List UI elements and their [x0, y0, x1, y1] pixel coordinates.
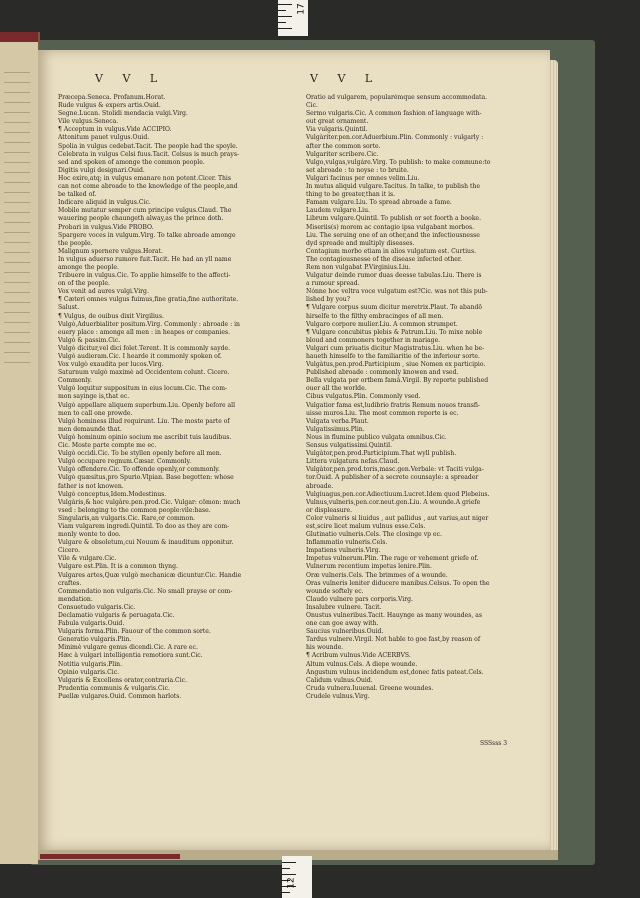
entry-line: Insalubre vulnere. Tacit. [306, 603, 382, 611]
entry-line: can not come abroade to the knowledge of the people,and [58, 183, 238, 191]
entry-line: Sensus vulgatissimi.Quintil. [306, 442, 393, 450]
entry-line: Vulgatissimus.Plin. [306, 425, 365, 433]
entry-line: Vulgò conceptus,Idem.Modestinus. [58, 490, 167, 498]
entry-line: bloud and commoners together in mariage. [306, 336, 441, 344]
entry-line: Vile vulgus.Seneca. [58, 118, 119, 126]
entry-line: the people. [58, 239, 93, 247]
entry-line: men to call one prowde. [58, 409, 133, 417]
entry-line: Vulgò quæsitus,pro Spurio.Vlpian. Base begotten: whose [58, 474, 234, 482]
entry-line: Oratio ad vulgarem, popularémque sensum accommodata. [306, 94, 488, 101]
entry-line: Vulgari cum priuatis dicitur Magistratus.Liu. when he be- [306, 344, 485, 352]
entry-line: Impatiens vulneris.Virg. [306, 547, 381, 555]
entry-line: Vulgò loquitur suppositum in eius locum.Cic. The com- [58, 385, 228, 393]
entry-line: Vulgaris & Excellens orator,contraria.Cic. [58, 676, 188, 684]
entry-line: Vox vulgò exaudita per lucos.Virg. [58, 361, 164, 369]
entry-line: Onustus vulneribus.Tacit. Hauynge as many woundes, as [306, 612, 483, 619]
entry-line: Minimè vulgare genus dicendi.Cic. A rare ec. [58, 644, 198, 652]
entry-line: a rumour spread. [306, 280, 360, 288]
entry-line: Vox venit ad aures vulgi.Virg. [58, 288, 149, 296]
entry-line: amonge the people. [58, 263, 119, 271]
entry-line: Vulnerum recentium impetus lenire.Plin. [306, 563, 432, 571]
entry-line: set abroade : to noyse : to bruite. [306, 166, 409, 174]
entry-line: Vulgò appellare aliquem superbum.Liu. Openly before all [58, 401, 236, 409]
entry-line: Laudem vulgare.Liu. [306, 207, 370, 215]
entry-line: sed and spoken of amonge the common people. [58, 158, 205, 166]
entry-line: Littera vulgatura nefas.Claud. [306, 458, 400, 466]
entry-line: Fabula vulgaris.Ouid. [58, 620, 125, 628]
entry-line: out great ornament. [306, 118, 369, 126]
entry-line: mendation. [58, 595, 93, 603]
entry-line: Declamatio vulgaris & peruagata.Cic. [58, 612, 175, 619]
entry-line: wounde softely ec. [306, 587, 364, 595]
entry-line: Cruda vulnera.Iuuenal. Greene woundes. [306, 684, 434, 692]
entry-line: ouer all the worlde. [306, 385, 367, 393]
entry-line: after the common sorte. [306, 142, 381, 150]
entry-line: men demaunde that. [58, 425, 122, 433]
entry-line: Color vulneris si liuidus , aut pallidus , aut varius,aut niger [306, 514, 489, 522]
entry-line: Miseriis(s) morem ac contagio ipsa vulgabant morbos. [306, 223, 475, 231]
ruler-top-number: 17 [296, 3, 307, 15]
entry-line: abroade. [306, 482, 334, 490]
ruler-bottom-number: 12 [286, 877, 297, 889]
entry-line: Vulgàtor,pen.prod.Participium.That wyll publish. [306, 450, 457, 458]
entry-line: Rem non vulgabat P.Virginius.Liu. [306, 263, 411, 271]
entry-line: Vulgare est.Plin. It is a common thyng. [58, 563, 178, 571]
entry-line: tor.Ouid. A publisher of a secrete counsayle: a spreader [306, 474, 479, 482]
book-left-page [0, 32, 40, 864]
entry-line: Saturnum vulgò maximè ad Occidentem colunt. Cicero. [58, 369, 230, 377]
entry-line: Celebrata in vulgus Celsi fuus.Tacit. Celsus is much prays- [58, 150, 240, 158]
entry-line: Vulgò,Aduerbialiter positum.Virg. Commonly : abroade : in [58, 320, 240, 328]
entry-line: Bella vulgata per ortbem famâ.Virgil. By reporte published [306, 377, 489, 385]
ruler-bottom [282, 856, 312, 898]
entry-line: est,scire licet malum vulnus esse.Cels. [306, 522, 426, 530]
entry-line: Tribuere in vulgus.Cic. To applie himselfe to the affecti- [58, 272, 231, 280]
entry-line: hirselfe to the filthy embracinges of all men. [306, 312, 444, 320]
entry-line: Vulgata verba.Plaut. [306, 417, 369, 425]
entry-line: vsed : belonging to the common people:vile:base. [58, 506, 211, 514]
red-ribbon [40, 854, 180, 859]
entry-line: Vulgò audieram.Cic. I hearde it commonly spoken of. [58, 353, 222, 360]
entry-line: In vulgus aduerso rumore fuit.Tacit. He had an yll name [58, 255, 232, 263]
entry-line: Vulgò hominum opinio socium me ascribit tuis laudibus. [58, 433, 232, 441]
entry-line: craftes. [58, 579, 82, 587]
entry-line: Claudo vulnere pars corporis.Virg. [306, 595, 413, 603]
entry-line: Vulgàtus,pen.prod.Participium , siue Nomen ex participio. [306, 361, 486, 369]
entry-line: Spargere voces in vulgum.Virg. To talke abroade amonge [58, 231, 236, 239]
entry-line: In mutus aliquid vulgare.Tacitus. In talke, to publish the [306, 183, 480, 191]
entry-line: Mobile mutatur semper cum principe vulgus.Claud. The [58, 207, 232, 215]
entry-line: thing to be greater,than it is. [306, 191, 396, 199]
entry-line: Glutinatio vulneris.Cels. The closinge vp ec. [306, 531, 442, 539]
entry-line: Attonitum pauet vulgus.Ouid. [58, 134, 150, 142]
entry-line: Altum vulnus.Cels. A diepe wounde. [306, 660, 418, 668]
entry-line: ¶ Vulgare corpus suum dicitur meretrix.Plaut. To abandō [306, 304, 483, 312]
entry-line: Librum vulgare.Quintil. To publish or set foorth a booke. [306, 215, 482, 223]
entry-line: Vulgaro corpore mulier.Liu. A common strumpet. [306, 320, 458, 328]
entry-line: Nous in flumine publico vulgata omnibus.Cic. [306, 433, 447, 441]
entry-line: Liu. The seruing one of an other,and the infectiousnesse [306, 231, 480, 239]
entry-line: Vulgariter scribere.Cic. [306, 150, 379, 158]
entry-line: Vulgò hominess illud requirunt. Liu. The moste parte of [58, 417, 230, 425]
entry-line: Commendatio non vulgaris.Cic. No small prayse or com- [58, 587, 233, 595]
entry-line: Contagium morbo etiam in alios vulgatum est. Curtius. [306, 247, 477, 255]
entry-line: Published abroade : commonly knowen and vsed. [306, 369, 459, 377]
entry-line: haueth himselfe to the familiaritie of the inferiour sorte. [306, 353, 480, 360]
entry-line: Vulgare & obsoletum,cui Nouum & inauditum opponitur. [58, 539, 234, 547]
entry-line: Vulgatur deinde rumor duas deesse tabulas.Liu. There is [306, 272, 482, 280]
entry-line: Vulgatior fama est,ludibrio fratris Remum nouos transfi- [306, 401, 480, 409]
entry-line: Oras vulneris leniter diducere manibus.Celsus. To open the [306, 579, 490, 587]
entry-line: Oræ vulneris.Cels. The brimmes of a wounde. [306, 571, 448, 579]
entry-line: Consuetudo vulgaris.Cic. [58, 603, 136, 611]
entry-line: Inflammatio vulneris.Cels. [306, 539, 388, 547]
entry-line: uisse muros.Liu. The most common reporte is ec. [306, 409, 459, 417]
entry-line: Crudele vulnus.Virg. [306, 692, 370, 700]
ruler-top [278, 0, 308, 36]
header-left: V V L [95, 72, 166, 85]
entry-line: Probari in vulgus.Vide PROBO. [58, 223, 154, 231]
entry-line: Malignum spernere vulgus.Horat. [58, 247, 163, 255]
entry-line: The contagiousnesse of the disease infected other. [306, 255, 463, 263]
entry-line: Notitia vulgaris.Plin. [58, 660, 123, 668]
entry-line: Salust. [58, 304, 80, 312]
entry-line: Segne.Lucan. Stolidi mendacia vulgi.Virg. [58, 110, 188, 118]
entry-line: ¶ Acribum vulnus.Vide ACERBVS. [306, 652, 411, 660]
entry-line: Vulnus,vulneris,pen.cor.neut.gen.Liu. A wounde.A griefe [306, 498, 481, 506]
entry-line: Commonly. [58, 377, 92, 385]
entry-line: Vulgò offendere.Cic. To offende openly,or commonly. [58, 466, 220, 474]
entry-line: Generatio vulgaris.Plin. [58, 636, 132, 644]
entry-line: Calidum vulnus.Ouid. [306, 676, 373, 684]
entry-line: euery place : amonge all men : in heapes or companies. [58, 328, 231, 336]
entry-line: Vulgaris forma.Plin. Fauour of the common sorte. [58, 628, 211, 636]
entry-line: mon sayinge is,that ec. [58, 393, 130, 401]
header-right: V V L [310, 72, 381, 85]
entry-line: Nónne hoc veltra voce vulgatum est?Cic. was not this pub- [306, 288, 488, 296]
entry-line: Vulgò occidi.Cic. To be styllen openly before all men. [58, 450, 222, 458]
entry-line: Vile & vulgare.Cic. [58, 555, 117, 563]
entry-line: Singularis,an vulgaris.Cic. Rare,or common. [58, 514, 196, 522]
entry-line: Vulgò occupare regnum.Cæsar. Commonly. [58, 458, 192, 466]
entry-line: Digitis vulgi designari.Ouid. [58, 166, 145, 174]
entry-line: Vulgiuagus,pen.cor.Adiectiuum.Lucret.Idem quod Plebeius. [306, 490, 490, 498]
entry-line: Hoc exire,atq; in vulgus emanare non potent.Cicer. This [58, 174, 232, 182]
entry-line: Opinio vulgaris.Cic. [58, 668, 120, 676]
entry-line: one can goe away with. [306, 620, 379, 628]
entry-line: Puellæ vulgares.Ouid. Common harlots. [58, 692, 182, 700]
entry-line: Cicero. [58, 547, 81, 555]
entry-line: Tardus vulnere.Virgil. Not hable to goe fast,by reason of [306, 636, 481, 644]
entry-line: Cic. [306, 102, 318, 110]
entry-line: ¶ Acceptum in vulgus.Vide ACCIPIO. [58, 126, 172, 134]
entry-line: dyd spreade and multiply diseases. [306, 239, 415, 247]
entry-line: Vulgàris,& hoc vulgàre.pen.prod.Cic. Vulgar: cōmon: much [58, 498, 241, 506]
entry-line: lished by you? [306, 296, 350, 304]
entry-line: Rude vulgus & expers artis.Ouid. [58, 102, 161, 110]
entry-line: Sermo vulgaris.Cic. A common fashion of language with- [306, 110, 482, 118]
entry-line: father is not knowen. [58, 482, 124, 490]
entry-line: Famam vulgare.Liu. To spread abroade a fame. [306, 199, 452, 207]
entry-line: Vulgò & passim.Cic. [58, 336, 121, 344]
entry-line: Impetus vulnerum.Plin. The rage or vehement griefe of. [306, 555, 479, 563]
entry-line: ¶ Vulgus, de ouibus dixit Virgilius. [58, 312, 164, 320]
entry-line: Vulgari facinus per omnes velim.Liu. [306, 174, 420, 182]
entry-line: Vulgares artes,Quæ vulgò mechanicæ dicuntur.Cic. Handie [58, 571, 242, 579]
entry-line: Saucius vulneribus.Ouid. [306, 628, 384, 636]
entry-line: ¶ Vulgare concubitus plebis & Patrum.Liu. To mixe noble [306, 328, 483, 336]
entry-line: Spolia in vulgus cedebat.Tacit. The people had the spoyle. [58, 142, 238, 150]
entry-line: his wounde. [306, 644, 344, 652]
entry-line: Viam vulgarem ingredi.Quintil. To doo as they are com- [58, 522, 230, 530]
entry-line: Prudentia communis & vulgaris.Cic. [58, 684, 170, 692]
entry-line: Indicare aliquid in vulgus.Cic. [58, 199, 151, 207]
entry-line: Vulgàriter.pen.cor.Aduerbium.Plin. Commonly : vulgarly : [306, 134, 484, 142]
right-column [306, 94, 521, 701]
entry-line: Angustum vulnus incidendum est,donec fatis pateat.Cels. [306, 668, 484, 676]
entry-line: Vulgo,vulgas,vulgáre.Virg. To publish: to make commune:to [306, 158, 491, 166]
entry-line: be talked of. [58, 191, 97, 199]
entry-line: Præcepa.Seneca. Profanum.Horat. [58, 94, 166, 101]
entry-line: Cic. Moste parte compte me ec. [58, 442, 157, 450]
entry-line: ¶ Cæteri omnes vulgus fuimus,fine gratia,fine authoritate. [58, 296, 239, 304]
left-column [58, 94, 303, 701]
entry-line: Hæc à vulgari intelligentia remotiora sunt.Cic. [58, 652, 203, 660]
entry-line: Vulgàtor,pen.prod.toris,masc.gen.Verbale: vt Taciti vulga- [306, 466, 484, 474]
entry-line: or displeasure. [306, 506, 353, 514]
entry-line: Via vulgaris.Quintil. [306, 126, 368, 134]
signature-mark: SSSsss 3 [480, 740, 508, 747]
entry-line: Vulgò dicitur,vel dici folet.Terent. It is commonly sayde. [58, 344, 231, 352]
entry-line: Cibus vulgatus.Plin. Commonly vsed. [306, 393, 421, 401]
entry-line: monly wonte to doo. [58, 531, 121, 539]
entry-line: on of the people. [58, 280, 110, 288]
entry-line: wauering people chaungeth alway,as the prince doth. [58, 215, 224, 223]
